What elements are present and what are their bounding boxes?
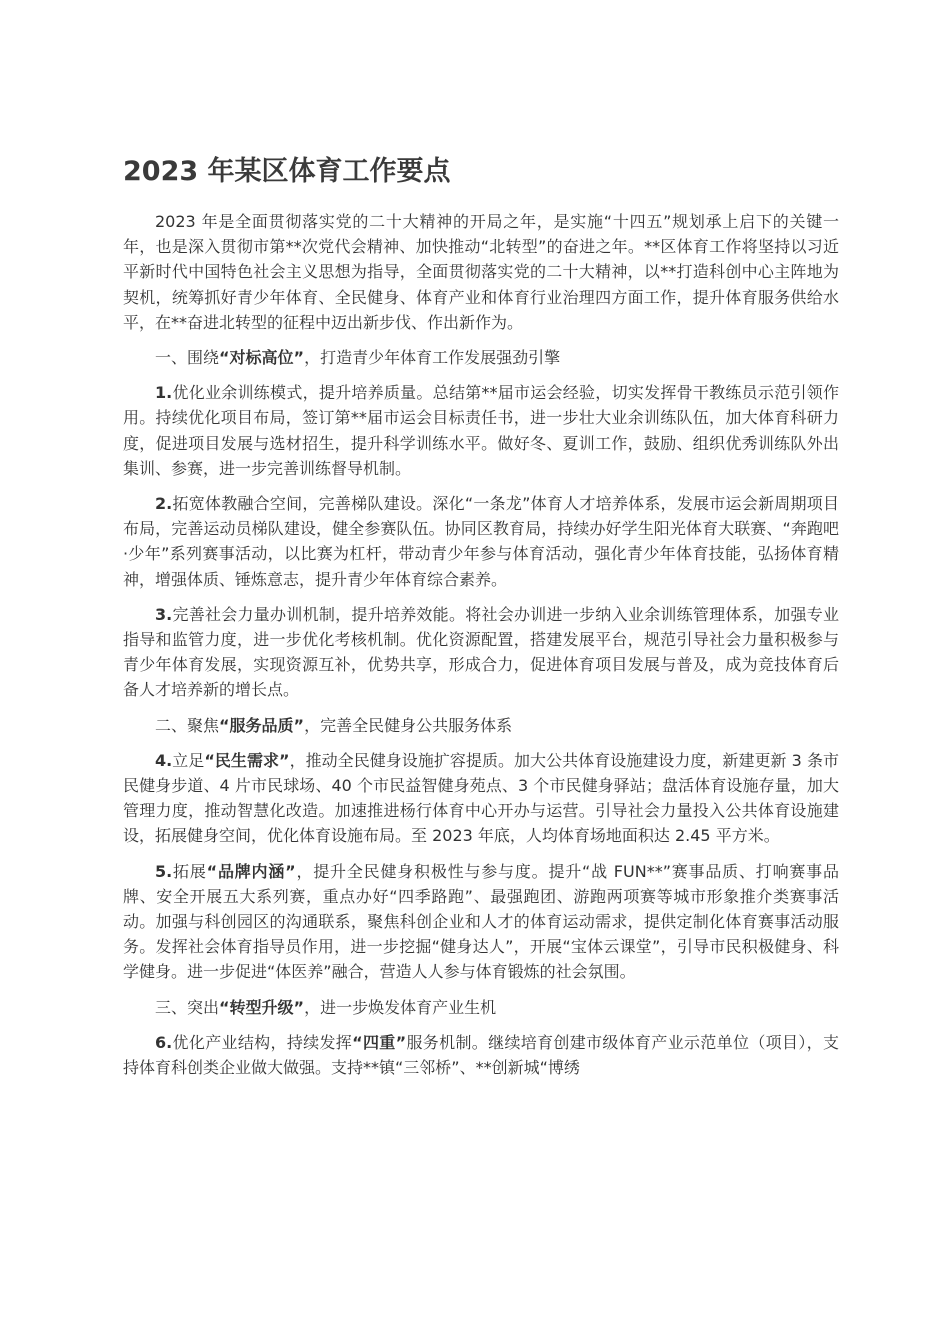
section-heading-1	[123, 345, 839, 370]
item-paragraph-5	[123, 859, 839, 985]
item-lead-quote: “品牌内涵”	[206, 861, 296, 881]
section-heading-2	[123, 713, 839, 738]
item-text: 服务机制。继续培育创建市级体育产业示范单位（项目），支持体育科创类企业做大做强。支持**镇“三邻桥”、**创新城“博绣	[123, 1032, 839, 1078]
item-paragraph-1	[123, 380, 839, 481]
item-number: 2.	[155, 494, 173, 514]
section-heading-prefix: 二、聚焦	[155, 715, 220, 735]
item-number: 4.	[155, 750, 173, 770]
section-heading-quote: “对标高位”	[219, 348, 305, 368]
item-lead-quote: “四重”	[352, 1032, 407, 1052]
item-number: 5.	[155, 861, 173, 881]
item-lead: 拓展	[172, 861, 207, 881]
item-text: 拓宽体教融合空间，完善梯队建设。深化“一条龙”体育人才培养体系，发展市运会新周期项目布局，完善运动员梯队建设，健全参赛队伍。协同区教育局，持续办好学生阳光体育大联赛、“奔跑吧·少年”系列赛事活动，以比赛为杠杆，带动青少年参与体育活动，强化青少年体育技能，弘扬体育精神，增强体质、锤炼意志，提升青少年体育综合素养。	[123, 494, 839, 589]
document-title: 2023 年某区体育工作要点	[123, 156, 451, 187]
item-text: ，提升全民健身积极性与参与度。提升“战 FUN**”赛事品质、打响赛事品牌、安全开展五大系列赛，重点办好“四季路跑”、最强跑团、游跑两项赛等城市形象推介类赛事活动。加强与科创园区的沟通联系，聚焦科创企业和人才的体育运动需求，提供定制化体育赛事活动服务。发挥社会体育指导员作用，进一步挖掘“健身达人”，开展“宝体云课堂”，引导市民积极健身、科学健身。进一步促进“体医养”融合，营造人人参与体育锻炼的社会氛围。	[123, 861, 839, 982]
document-body	[123, 209, 839, 1090]
item-number: 1.	[155, 383, 173, 403]
item-text: 完善社会力量办训机制，提升培养效能。将社会办训进一步纳入业余训练管理体系，加强专业指导和监管力度，进一步优化考核机制。优化资源配置，搭建发展平台，规范引导社会力量积极参与青少年体育发展，实现资源互补，优势共享，形成合力，促进体育项目发展与普及，成为竞技体育后备人才培养新的增长点。	[123, 604, 839, 700]
item-lead: 立足	[172, 750, 205, 770]
section-heading-3	[123, 995, 839, 1020]
item-number: 6.	[155, 1032, 173, 1052]
section-heading-suffix: ，进一步焕发体育产业生机	[304, 997, 497, 1017]
section-heading-quote: “转型升级”	[219, 997, 305, 1017]
item-paragraph-6	[123, 1030, 839, 1080]
item-number: 3.	[155, 604, 173, 624]
section-heading-quote: “服务品质”	[219, 715, 305, 735]
section-heading-prefix: 一、围绕	[155, 348, 220, 368]
item-lead-quote: “民生需求”	[204, 750, 290, 770]
item-lead: 优化产业结构，持续发挥	[172, 1032, 353, 1052]
item-text: ，推动全民健身设施扩容提质。加大公共体育设施建设力度，新建更新 3 条市民健身步道、4 片市民球场、40 个市民益智健身苑点、3 个市民健身驿站；盘活体育设施存量，加大管理力度，推动智慧化改造。加速推进杨行体育中心开办与运营。引导社会力量投入公共体育设施建设，拓展健身空间，优化体育设施布局。至 2023 年底，人均体育场地面积达 2.45 平方米。	[123, 750, 839, 846]
item-paragraph-4	[123, 748, 839, 849]
item-paragraph-2	[123, 491, 839, 592]
section-heading-suffix: ，打造青少年体育工作发展强劲引擎	[304, 348, 561, 368]
intro-paragraph: 2023 年是全面贯彻落实党的二十大精神的开局之年，是实施“十四五”规划承上启下的关键一年，也是深入贯彻市第**次党代会精神、加快推动“北转型”的奋进之年。**区体育工作将坚持以习近平新时代中国特色社会主义思想为指导，全面贯彻落实党的二十大精神，以**打造科创中心主阵地为契机，统筹抓好青少年体育、全民健身、体育产业和体育行业治理四方面工作，提升体育服务供给水平，在**奋进北转型的征程中迈出新步伐、作出新作为。	[123, 212, 839, 332]
item-paragraph-3	[123, 602, 839, 703]
section-heading-prefix: 三、突出	[155, 997, 220, 1017]
item-text: 优化业余训练模式，提升培养质量。总结第**届市运会经验，切实发挥骨干教练员示范引领作用。持续优化项目布局，签订第**届市运会目标责任书，进一步壮大业余训练队伍，加大体育科研力度，促进项目发展与选材招生，提升科学训练水平。做好冬、夏训工作，鼓励、组织优秀训练队外出集训、参赛，进一步完善训练督导机制。	[123, 383, 839, 478]
section-heading-suffix: ，完善全民健身公共服务体系	[304, 715, 513, 735]
